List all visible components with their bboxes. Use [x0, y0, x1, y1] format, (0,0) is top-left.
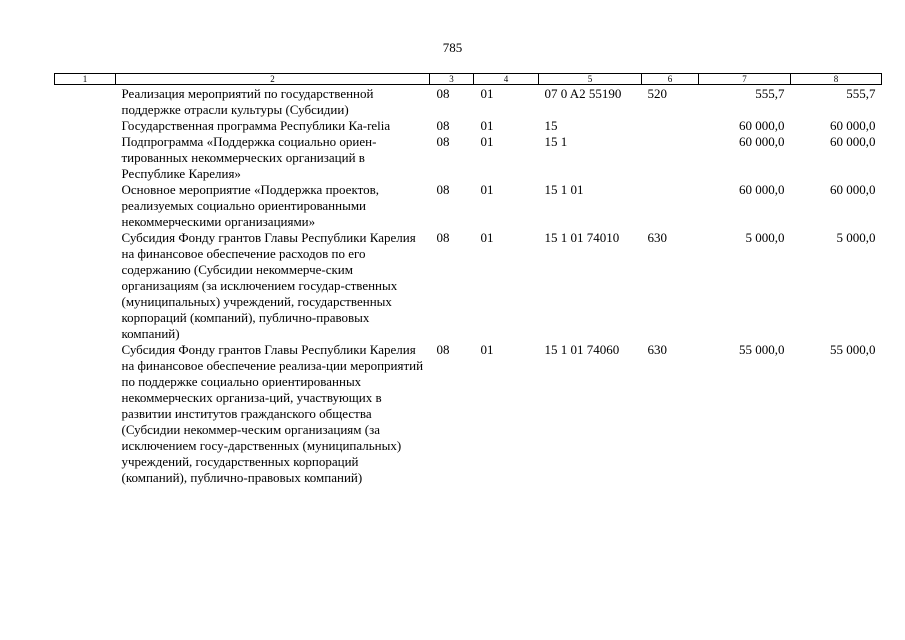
- subsection-code-cell: 01: [480, 86, 494, 101]
- subsection-code-cell: 01: [480, 182, 494, 197]
- target-article-cell: 07 0 A2 55190: [544, 86, 622, 101]
- subsection-code-cell: 01: [480, 230, 494, 245]
- subsection-code-cell: 01: [480, 342, 494, 357]
- expense-type-cell: [642, 134, 699, 182]
- section-code-cell: 08: [436, 86, 450, 101]
- header-col-3: 3: [430, 74, 474, 85]
- target-article-cell: 15 1: [544, 134, 568, 149]
- item-name-cell: Реализация мероприятий по государственной поддержке отрасли культуры (Субсидии): [121, 86, 374, 117]
- budget-table: [54, 73, 882, 486]
- expense-type-cell: 630: [647, 342, 667, 357]
- amount-cell-col8: 60 000,0: [830, 118, 876, 133]
- header-col-8: 8: [791, 74, 882, 85]
- expense-type-cell: 630: [647, 230, 667, 245]
- amount-cell-col8: 60 000,0: [830, 134, 876, 149]
- section-code-cell: 08: [436, 182, 450, 197]
- header-col-6: 6: [642, 74, 699, 85]
- target-article-cell: 15 1 01 74060: [544, 342, 620, 357]
- section-code-cell: 08: [436, 230, 450, 245]
- table-row: [55, 182, 882, 230]
- item-name-cell: Основное мероприятие «Поддержка проектов, реализуемых социально ориентированными некоммерческими организациями»: [121, 182, 379, 229]
- section-code-cell: 08: [436, 134, 450, 149]
- subsection-code-cell: 01: [480, 134, 494, 149]
- table-row: [55, 134, 882, 182]
- item-name-cell: Субсидия Фонду грантов Главы Республики Карелия на финансовое обеспечение реализа-ции мероприятий по поддержке социально ориентированных некоммерческих организа-ций, участвующих в развитии институтов гражданского общества (Субсидии некоммер-ческим организациям (за исключением госу-дарственных (муниципальных) учреждений, государственных корпораций (компаний), публично-правовых компаний): [121, 342, 424, 485]
- table-row: [55, 230, 882, 342]
- subsection-code-cell: 01: [480, 118, 494, 133]
- row-number-cell: [55, 342, 116, 486]
- header-col-4: 4: [474, 74, 539, 85]
- row-number-cell: [55, 230, 116, 342]
- amount-cell-col7: 555,7: [755, 86, 785, 101]
- section-code-cell: 08: [436, 342, 450, 357]
- item-name-cell: Подпрограмма «Поддержка социально ориен-тированных некоммерческих организаций в Республике Карелия»: [121, 134, 377, 181]
- target-article-cell: 15: [544, 118, 558, 133]
- header-col-7: 7: [699, 74, 791, 85]
- header-col-5: 5: [539, 74, 642, 85]
- amount-cell-col8: 55 000,0: [830, 342, 876, 357]
- table-header-row: [55, 74, 882, 85]
- table-row: [55, 118, 882, 134]
- target-article-cell: 15 1 01 74010: [544, 230, 620, 245]
- row-number-cell: [55, 182, 116, 230]
- row-number-cell: [55, 118, 116, 134]
- amount-cell-col8: 60 000,0: [830, 182, 876, 197]
- amount-cell-col8: 555,7: [846, 86, 876, 101]
- header-col-2: 2: [116, 74, 430, 85]
- item-name-cell: Субсидия Фонду грантов Главы Республики Карелия на финансовое обеспечение расходов по его содержанию (Субсидии некоммерче-ским организациям (за исключением государ-ственных (муниципальных) учреждений, государственных корпораций (компаний), публично-правовых компаний): [121, 230, 416, 341]
- table-row: [55, 85, 882, 119]
- table-row: [55, 342, 882, 486]
- header-col-1: 1: [55, 74, 116, 85]
- section-code-cell: 08: [436, 118, 450, 133]
- amount-cell-col7: 60 000,0: [739, 182, 785, 197]
- row-number-cell: [55, 85, 116, 119]
- amount-cell-col7: 60 000,0: [739, 118, 785, 133]
- amount-cell-col7: 60 000,0: [739, 134, 785, 149]
- page-number: 785: [442, 40, 463, 55]
- expense-type-cell: [642, 118, 699, 134]
- target-article-cell: 15 1 01: [544, 182, 584, 197]
- expense-type-cell: 520: [647, 86, 667, 101]
- amount-cell-col8: 5 000,0: [836, 230, 876, 245]
- row-number-cell: [55, 134, 116, 182]
- amount-cell-col7: 55 000,0: [739, 342, 785, 357]
- expense-type-cell: [642, 182, 699, 230]
- amount-cell-col7: 5 000,0: [745, 230, 785, 245]
- item-name-cell: Государственная программа Республики Ка-relia: [121, 118, 391, 133]
